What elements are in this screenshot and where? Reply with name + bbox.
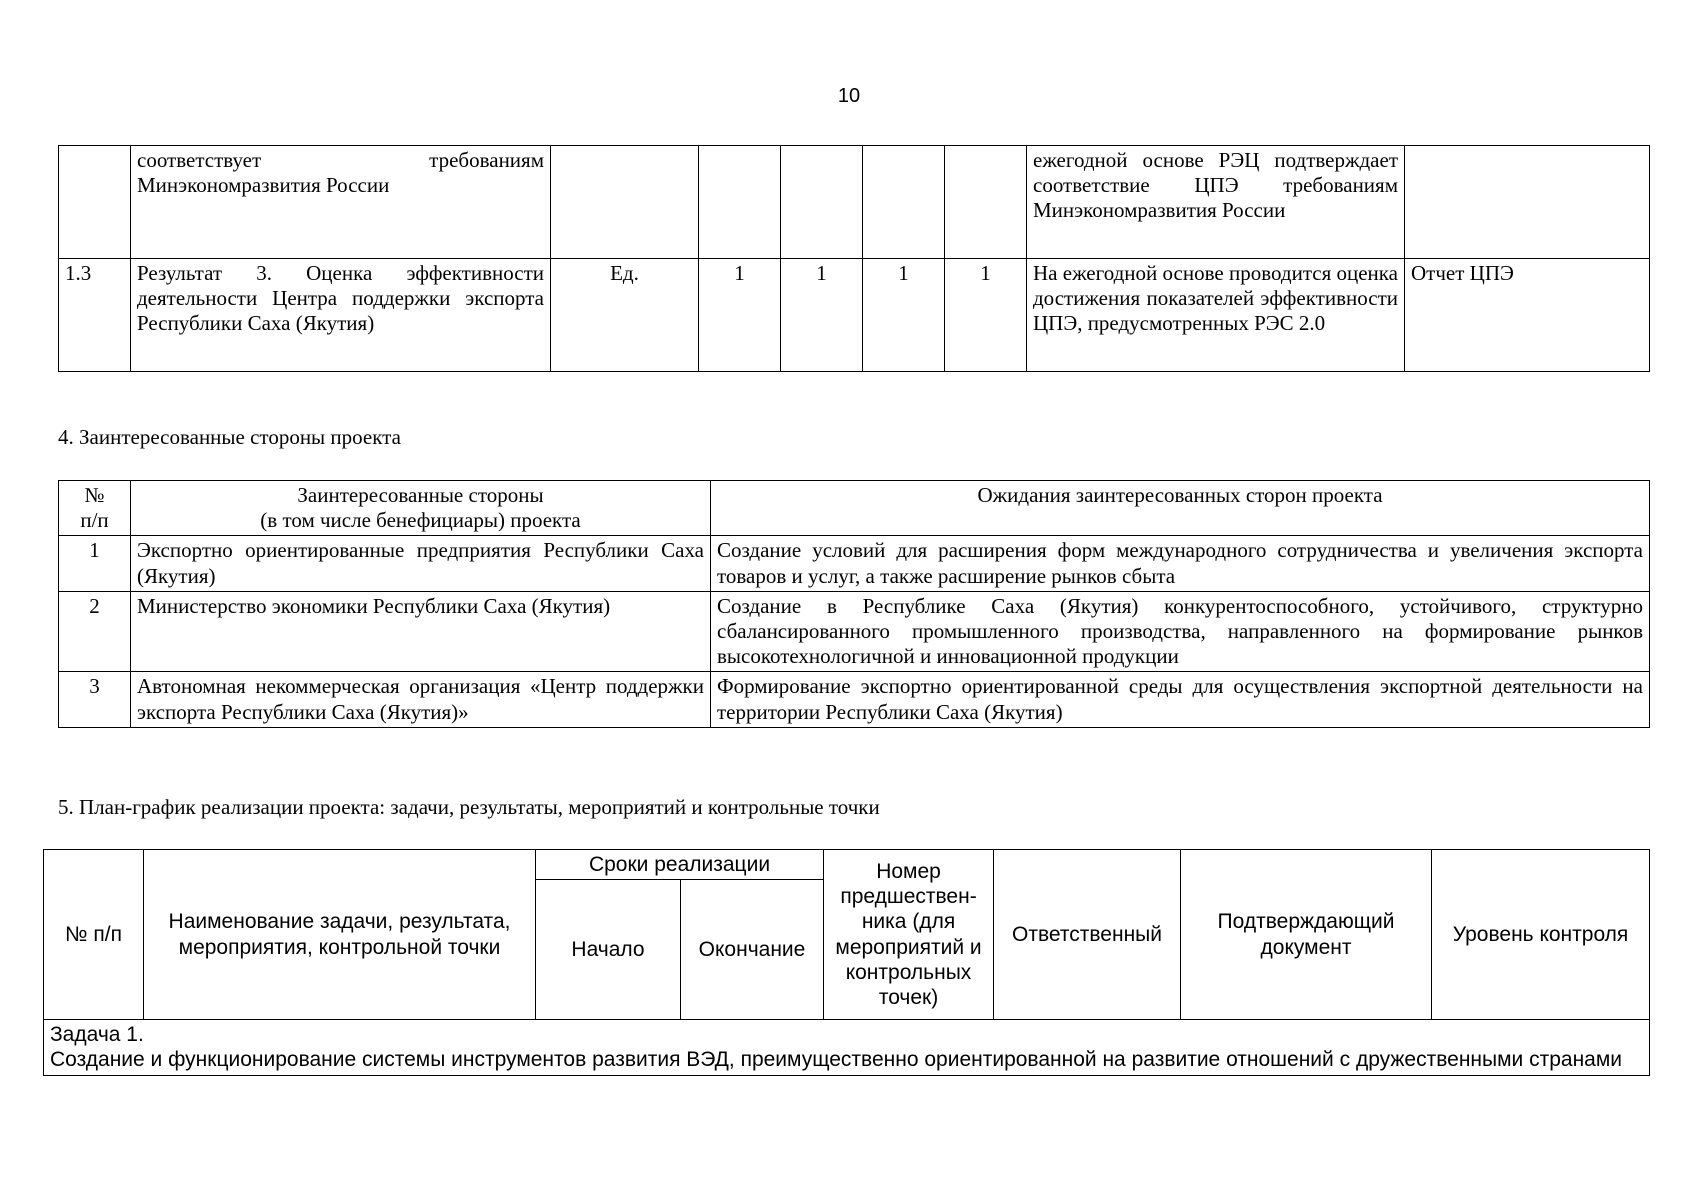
column-header-document: Подтверждающий документ (1181, 850, 1432, 1020)
row-number: 1.3 (59, 259, 131, 372)
column-header-timeline: Сроки реализации (536, 850, 824, 880)
column-header-name: Наименование задачи, результата, мероприятия, контрольной точки (144, 850, 536, 1020)
row-number: 1 (59, 536, 131, 591)
stakeholders-table (58, 480, 1650, 728)
confirming-document (1405, 146, 1650, 259)
confirming-document: Отчет ЦПЭ (1405, 259, 1650, 372)
row-number: 2 (59, 591, 131, 672)
result-name: Результат 3. Оценка эффективности деятельности Центра поддержки экспорта Республики Саха (Якутия) (131, 259, 551, 372)
stakeholder-expectation: Создание в Республике Саха (Якутия) конкурентоспособного, устойчивого, структурно сбалансированного промышленного производства, направленного на формирование рынков высокотехнологичной и инновационной продукции (711, 591, 1650, 672)
value-cell: 1 (863, 259, 945, 372)
result-name: соответствует требованиям Минэкономразвития России (131, 146, 551, 259)
result-description: ежегодной основе РЭЦ подтверждает соответствие ЦПЭ требованиям Минэкономразвития России (1027, 146, 1405, 259)
table-row (59, 146, 1650, 259)
column-header-start: Начало (536, 880, 681, 1020)
column-header-number: № п/п (44, 850, 144, 1020)
column-header-predecessor: Номер предшествен-ника (для мероприятий и контрольных точек) (824, 850, 994, 1020)
stakeholder-name: Автономная некоммерческая организация «Центр поддержки экспорта Республики Саха (Якутия)» (131, 672, 711, 727)
value-cell (945, 146, 1027, 259)
stakeholder-name: Экспортно ориентированные предприятия Республики Саха (Якутия) (131, 536, 711, 591)
column-header-expectations: Ожидания заинтересованных сторон проекта (711, 481, 1650, 536)
page-number: 10 (837, 85, 861, 107)
table-row (59, 591, 1650, 672)
column-header-stakeholders: Заинтересованные стороны (в том числе бенефициары) проекта (131, 481, 711, 536)
task-row (44, 1020, 1650, 1075)
task-label: Задача 1. (50, 1023, 144, 1047)
table-row (59, 536, 1650, 591)
value-cell: 1 (781, 259, 863, 372)
column-header-responsible: Ответственный (994, 850, 1181, 1020)
section-heading: 5. План-график реализации проекта: задачи, результаты, мероприятий и контрольные точки (58, 795, 880, 819)
stakeholder-name: Министерство экономики Республики Саха (Якутия) (131, 591, 711, 672)
value-cell (863, 146, 945, 259)
column-header-end: Окончание (681, 880, 824, 1020)
column-header-number: № п/п (59, 481, 131, 536)
table-row (59, 672, 1650, 727)
unit-cell (551, 146, 699, 259)
row-number: 3 (59, 672, 131, 727)
value-cell: 1 (699, 259, 781, 372)
table-header-row (59, 481, 1650, 536)
schedule-table (43, 849, 1650, 1076)
column-header-control: Уровень контроля (1432, 850, 1650, 1020)
result-description: На ежегодной основе проводится оценка достижения показателей эффективности ЦПЭ, предусмотренных РЭС 2.0 (1027, 259, 1405, 372)
results-table (58, 145, 1650, 372)
value-cell (699, 146, 781, 259)
task-text: Создание и функционирование системы инструментов развития ВЭД, преимущественно ориентированной на развитие отношений с дружественными странами (50, 1048, 1623, 1072)
task-cell (44, 1020, 1650, 1075)
value-cell (781, 146, 863, 259)
value-cell: 1 (945, 259, 1027, 372)
table-header-row (44, 850, 1650, 880)
table-row (59, 259, 1650, 372)
stakeholder-expectation: Формирование экспортно ориентированной среды для осуществления экспортной деятельности на территории Республики Саха (Якутия) (711, 672, 1650, 727)
section-heading: 4. Заинтересованные стороны проекта (58, 425, 401, 449)
row-number (59, 146, 131, 259)
unit-cell: Ед. (551, 259, 699, 372)
stakeholder-expectation: Создание условий для расширения форм международного сотрудничества и увеличения экспорта товаров и услуг, а также расширение рынков сбыта (711, 536, 1650, 591)
